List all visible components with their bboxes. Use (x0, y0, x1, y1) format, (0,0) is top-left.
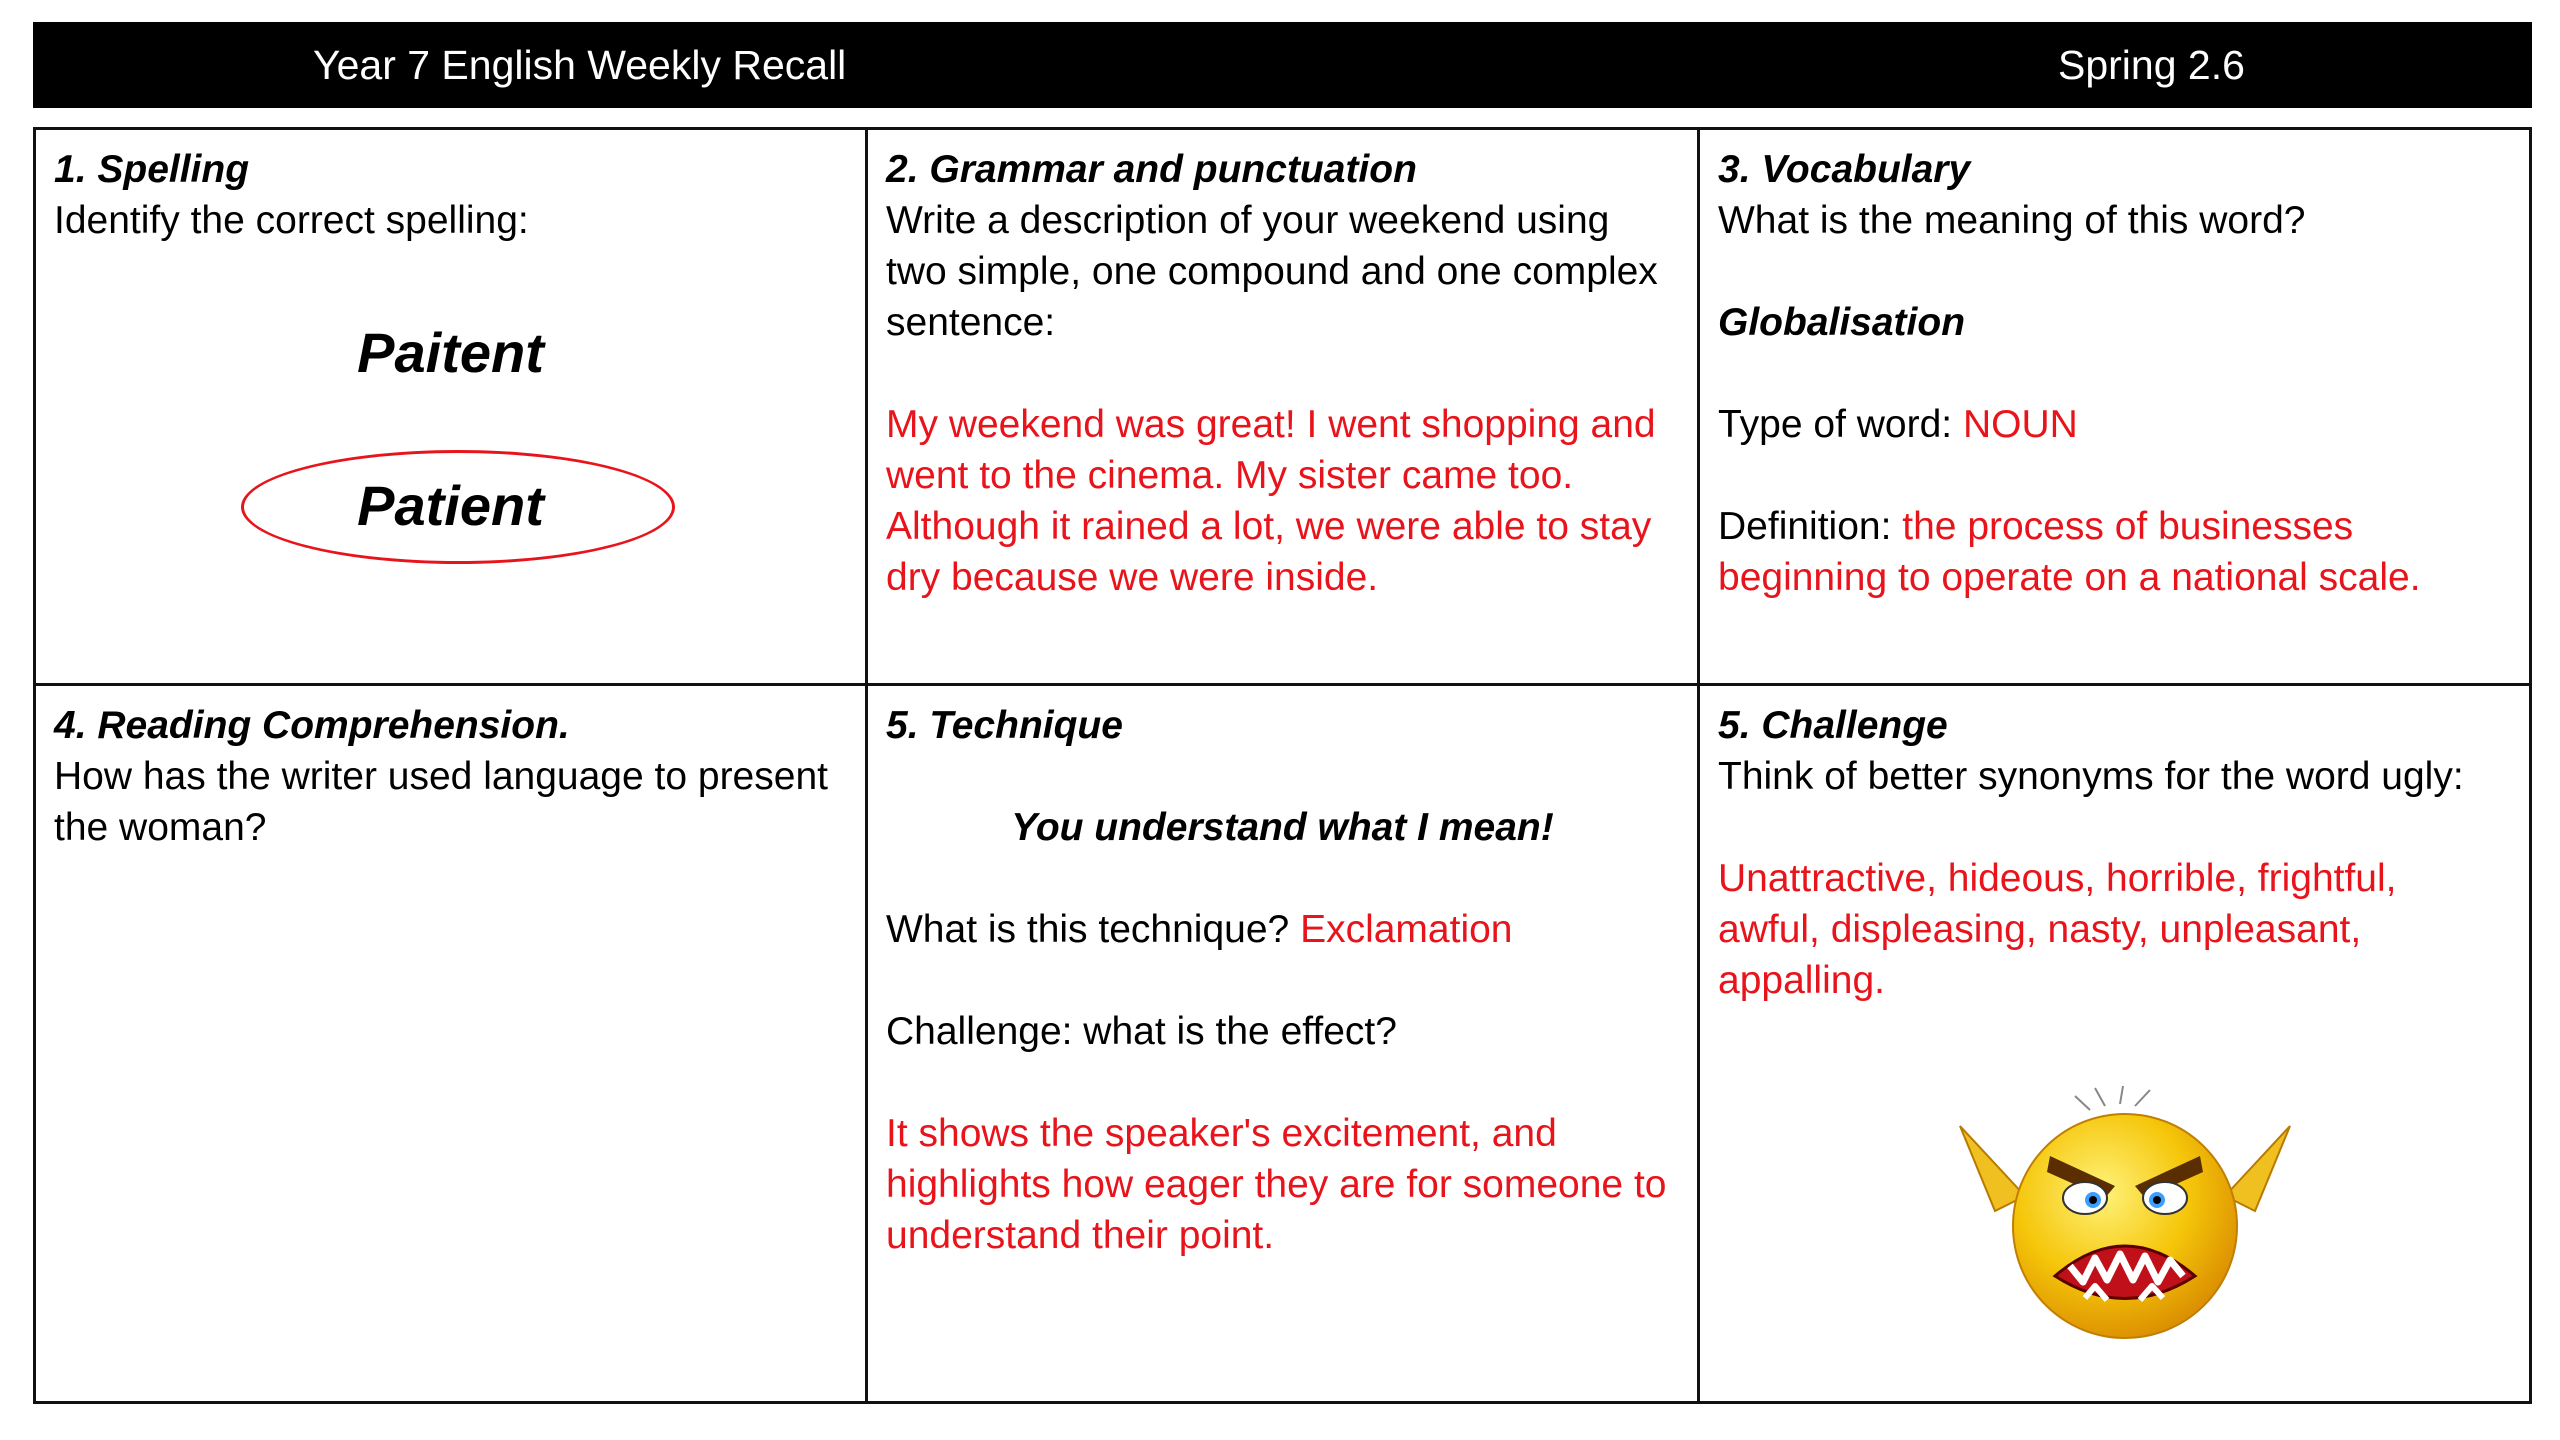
technique-effect: It shows the speaker's excitement, and highlights how eager they are for someone to understand their point. (886, 1112, 1667, 1257)
vocabulary-prompt: What is the meaning of this word? (1718, 199, 2306, 242)
technique-question-line (886, 904, 1679, 955)
reading-heading: 4. Reading Comprehension. (54, 704, 570, 747)
word-type-answer: NOUN (1962, 403, 2078, 446)
word-type-line (1718, 399, 2511, 450)
grammar-answer: My weekend was great! I went shopping and went to the cinema. My sister came too. Although it rained a lot, we were able to stay dry because we were inside. (886, 403, 1656, 599)
grid-border-right (2529, 127, 2532, 1404)
grid-border-bottom (33, 1401, 2532, 1404)
technique-quote: You understand what I mean! (1011, 806, 1554, 849)
word-type-label: Type of word: (1718, 403, 1963, 446)
spelling-option-b: Patient (357, 474, 544, 537)
reading-cell (36, 686, 865, 1401)
angry-goblin-emoji-icon (1955, 1086, 2295, 1346)
definition-line (1718, 501, 2511, 603)
technique-cell (868, 686, 1697, 1401)
grammar-prompt: Write a description of your weekend using two simple, one compound and one complex sentence: (886, 199, 1658, 344)
header-bar (33, 22, 2532, 108)
spelling-option-a: Paitent (357, 321, 544, 384)
page-title: Year 7 English Weekly Recall (313, 42, 847, 88)
technique-question: What is this technique? (886, 908, 1301, 951)
grammar-heading: 2. Grammar and punctuation (886, 148, 1417, 191)
spelling-cell (36, 130, 865, 683)
vocabulary-cell (1700, 130, 2529, 683)
reading-prompt: How has the writer used language to present the woman? (54, 755, 828, 849)
spelling-prompt: Identify the correct spelling: (54, 199, 529, 242)
vocabulary-heading: 3. Vocabulary (1718, 148, 1971, 191)
technique-answer: Exclamation (1300, 908, 1513, 951)
technique-challenge: Challenge: what is the effect? (886, 1010, 1397, 1053)
term-label: Spring 2.6 (2058, 42, 2245, 88)
vocabulary-word: Globalisation (1718, 301, 1966, 344)
challenge-heading: 5. Challenge (1718, 704, 1948, 747)
recall-grid (33, 127, 2532, 1404)
definition-label: Definition: (1718, 505, 1903, 548)
challenge-prompt: Think of better synonyms for the word ugly: (1718, 755, 2464, 798)
challenge-answer: Unattractive, hideous, horrible, frightful, awful, displeasing, nasty, unpleasant, appalling. (1718, 857, 2397, 1002)
spelling-heading: 1. Spelling (54, 148, 250, 191)
definition-answer: the process of businesses beginning to operate on a national scale. (1718, 505, 2421, 599)
challenge-cell (1700, 686, 2529, 1401)
grammar-cell (868, 130, 1697, 683)
technique-heading: 5. Technique (886, 704, 1123, 747)
